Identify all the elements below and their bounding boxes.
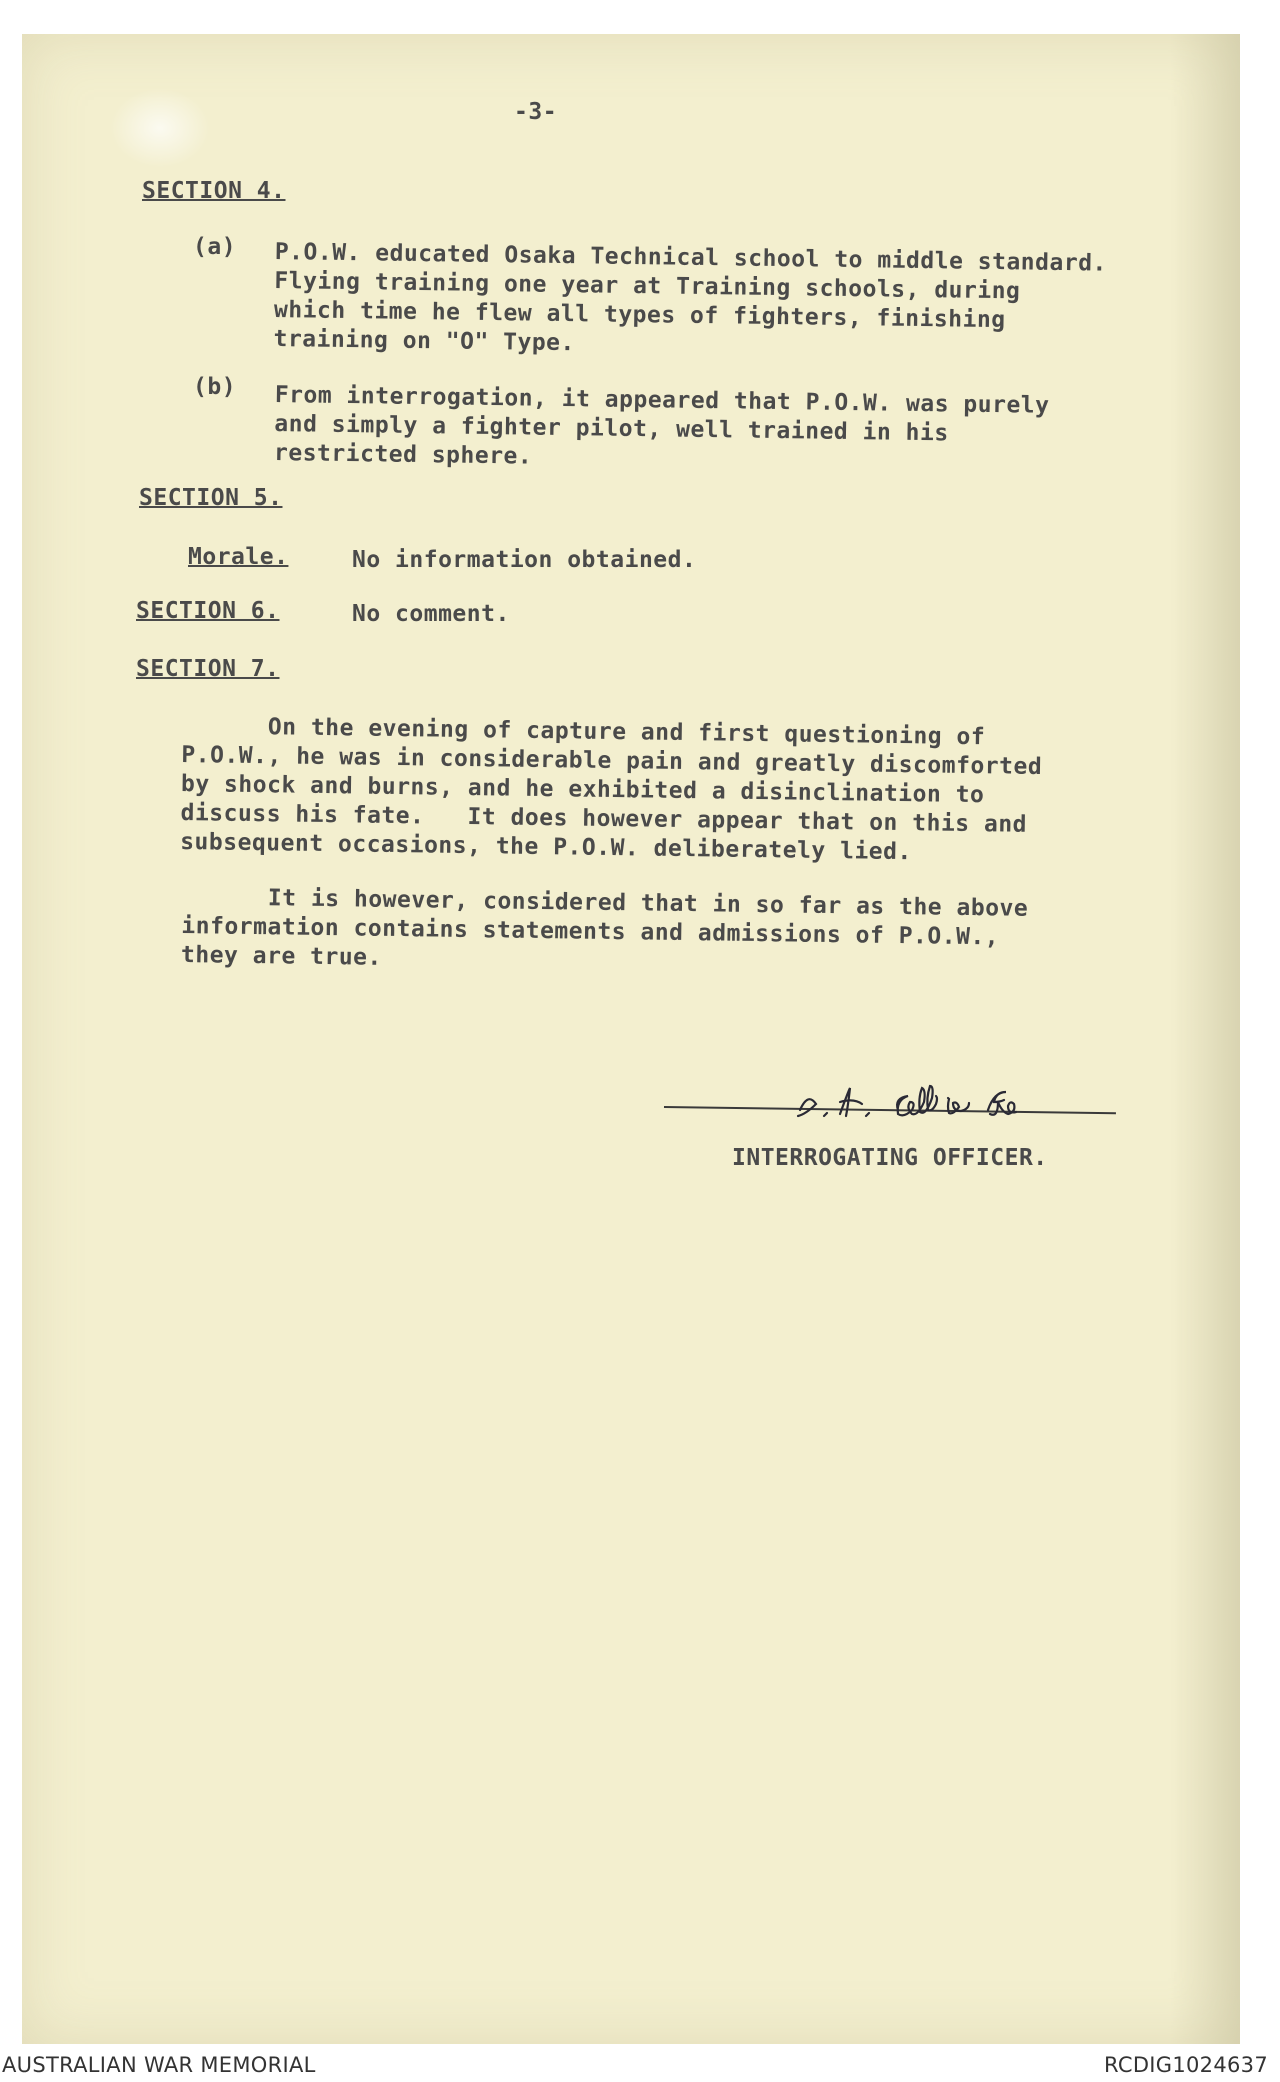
section-7-paragraph-2: It is however, considered that in so far as the above information contains statements and admissions of P.O.W., they are true. [180,883,1029,971]
handwritten-signature [720,1080,1110,1140]
footer-archive-name: AUSTRALIAN WAR MEMORIAL [2,2053,316,2077]
section-4-heading: SECTION 4. [142,178,286,204]
footer-record-id: RCDIG1024637 [1104,2053,1268,2077]
section-7-paragraph-1: On the evening of capture and first questioning of P.O.W., he was in considerable pain and greatly discomforted by shock and burns, and he exhibited a disinclination to discuss his fate. It does however appear that on this and subsequent occasions, the P.O.W. deliberately lied. [180,712,1043,866]
section-4b-text: From interrogation, it appeared that P.O.W. was purely and simply a fighter pilot, well trained in his restricted sphere. [273,381,1050,470]
section-4a-label: (a) [193,234,237,260]
page-number: -3- [514,99,558,125]
section-6-text: No comment. [352,601,510,627]
section-4a-text: P.O.W. educated Osaka Technical school to middle standard. Flying training one year at Training schools, during which time he flew all types of fighters, finishing training on "O" Type. [273,238,1108,357]
section-6-heading: SECTION 6. [136,598,280,624]
section-5-heading: SECTION 5. [139,485,283,511]
section-7-heading: SECTION 7. [136,656,280,682]
morale-label: Morale. [188,544,289,570]
officer-title: INTERROGATING OFFICER. [732,1145,1048,1171]
morale-text: No information obtained. [352,547,697,573]
paper-stain [110,88,210,168]
page-edge-shadow [1170,34,1240,2044]
section-4b-label: (b) [193,374,237,400]
